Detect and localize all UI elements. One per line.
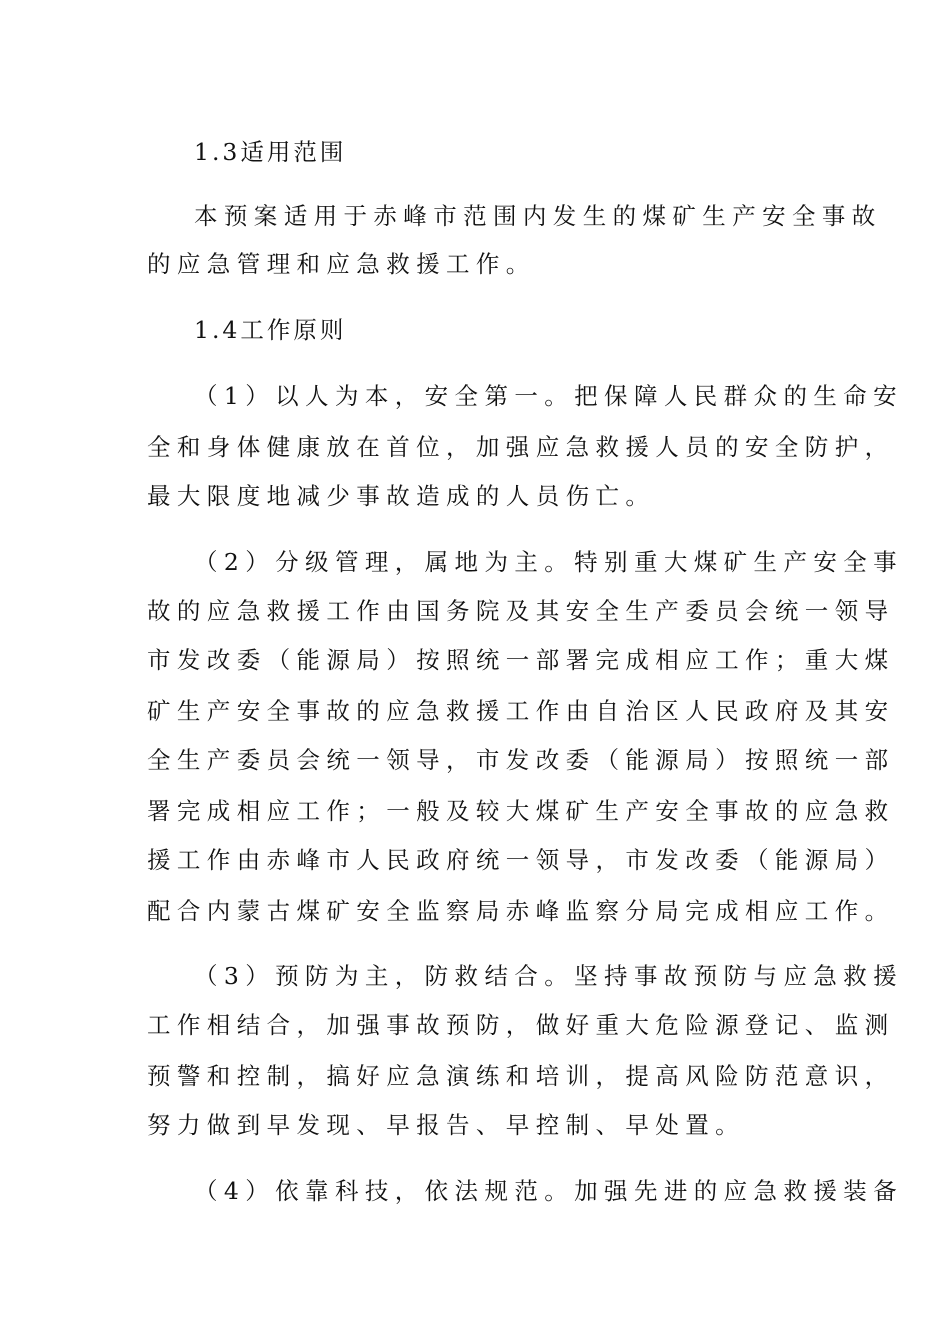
principle-1-line-3: 最大限度地减少事故造成的人员伤亡。 [147, 482, 656, 510]
principle-3-line-2: 工作相结合，加强事故预防，做好重大危险源登记、监测 [147, 1011, 895, 1039]
principle-3-line-1: （3）预防为主，防救结合。坚持事故预防与应急救援 [194, 962, 904, 990]
principle-4-line-1: （4）依靠科技，依法规范。加强先进的应急救援装备 [194, 1177, 904, 1205]
section-1-3-line-2: 的应急管理和应急救援工作。 [147, 250, 536, 278]
principle-2-line-1: （2）分级管理，属地为主。特别重大煤矿生产安全事 [194, 548, 904, 576]
principle-1-line-2: 全和身体健康放在首位，加强应急救援人员的安全防护， [147, 433, 895, 461]
principle-2-line-4: 矿生产安全事故的应急救援工作由自治区人民政府及其安 [147, 697, 895, 725]
principle-3-line-3: 预警和控制，搞好应急演练和培训，提高风险防范意识， [147, 1062, 895, 1090]
principle-3-line-4: 努力做到早发现、早报告、早控制、早处置。 [147, 1111, 745, 1139]
principle-2-line-6: 署完成相应工作；一般及较大煤矿生产安全事故的应急救 [147, 797, 895, 825]
principle-2-line-8: 配合内蒙古煤矿安全监察局赤峰监察分局完成相应工作。 [147, 897, 895, 925]
principle-2-line-7: 援工作由赤峰市人民政府统一领导，市发改委（能源局） [147, 846, 895, 874]
principle-2-line-5: 全生产委员会统一领导，市发改委（能源局）按照统一部 [147, 746, 895, 774]
principle-2-line-2: 故的应急救援工作由国务院及其安全生产委员会统一领导 [147, 597, 895, 625]
section-heading-1-4: 1.4工作原则 [194, 316, 347, 344]
section-heading-1-3: 1.3适用范围 [194, 138, 347, 166]
principle-1-line-1: （1）以人为本，安全第一。把保障人民群众的生命安 [194, 382, 904, 410]
principle-2-line-3: 市发改委（能源局）按照统一部署完成相应工作；重大煤 [147, 646, 895, 674]
section-1-3-line-1: 本预案适用于赤峰市范围内发生的煤矿生产安全事故 [194, 202, 882, 230]
